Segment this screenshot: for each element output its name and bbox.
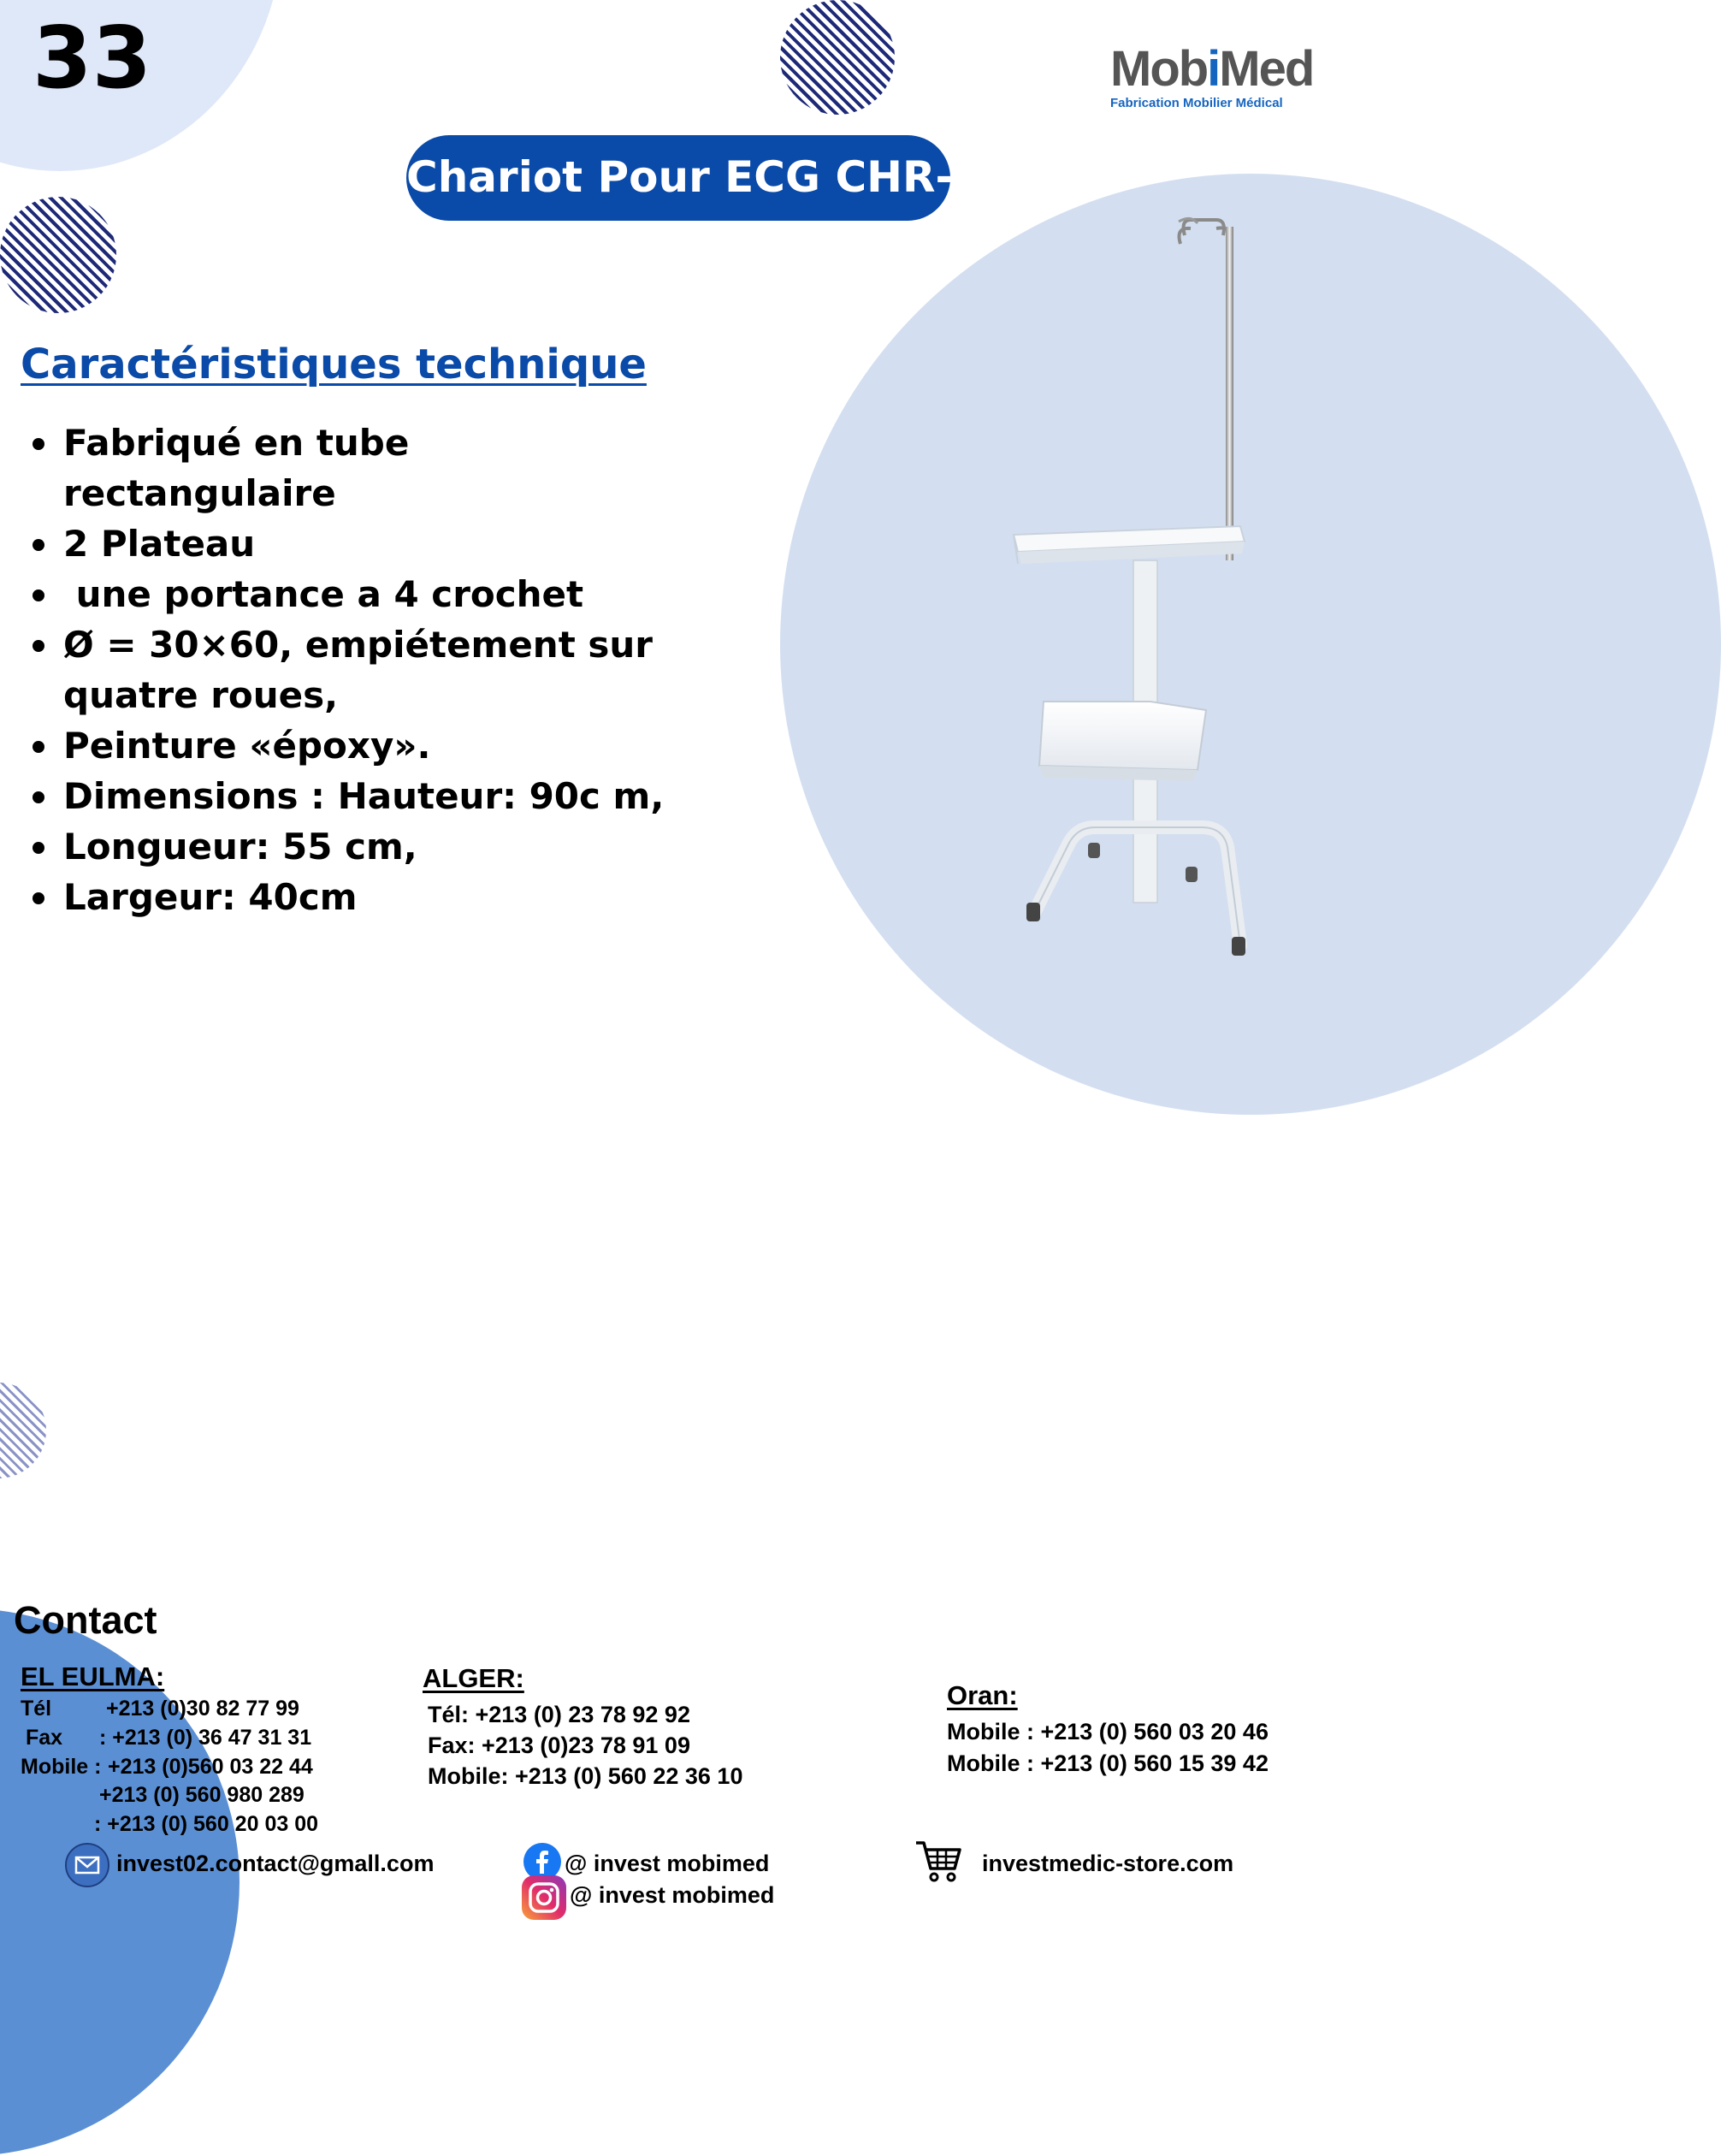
logo-tagline: Fabrication Mobilier Médical	[1110, 96, 1283, 110]
spec-item: Peinture «époxy».	[26, 720, 693, 771]
spec-item: Largeur: 40cm	[26, 872, 693, 922]
alger-mobile: Mobile: +213 (0) 560 22 36 10	[428, 1763, 743, 1789]
spec-item: 2 Plateau	[26, 518, 693, 569]
cart-icon	[914, 1838, 963, 1886]
email-icon	[65, 1843, 109, 1887]
spec-item: une portance a 4 crochet	[26, 569, 693, 619]
el-eulma-fax: : +213 (0) 36 47 31 31	[99, 1726, 312, 1750]
alger-tel: Tél: +213 (0) 23 78 92 92	[428, 1702, 690, 1727]
spec-item: Fabriqué en tube rectangulaire	[26, 418, 693, 518]
oran-mobile-2: Mobile : +213 (0) 560 15 39 42	[947, 1750, 1269, 1776]
product-title: Chariot Pour ECG CHR-01	[406, 152, 1013, 202]
oran-mobile-1: Mobile : +213 (0) 560 03 20 46	[947, 1719, 1269, 1744]
email-link[interactable]: invest02.contact@gmall.com	[116, 1851, 435, 1876]
el-eulma-mobile-label: Mobile :	[21, 1755, 102, 1779]
spec-item: Longueur: 55 cm,	[26, 821, 693, 872]
website-link[interactable]: investmedic-store.com	[982, 1851, 1234, 1876]
specs-list	[26, 418, 693, 922]
ecg-cart-image	[967, 210, 1309, 980]
instagram-link[interactable]: @ invest mobimed	[570, 1882, 775, 1908]
instagram-icon[interactable]	[522, 1875, 566, 1920]
striped-circle-top	[780, 0, 895, 115]
city-el-eulma: EL EULMA:	[21, 1661, 165, 1691]
city-oran: Oran:	[947, 1680, 1018, 1710]
el-eulma-tel: +213 (0)30 82 77 99	[106, 1697, 299, 1721]
el-eulma-mobile-1: +213 (0)560 03 22 44	[108, 1755, 313, 1779]
mobimed-logo	[1110, 41, 1333, 110]
facebook-link[interactable]: @ invest mobimed	[565, 1851, 770, 1876]
striped-circle-bottom	[0, 1383, 46, 1478]
spec-item: Dimensions : Hauteur: 90c m,	[26, 771, 693, 821]
alger-fax: Fax: +213 (0)23 78 91 09	[428, 1732, 690, 1758]
specs-heading: Caractéristiques technique	[21, 341, 647, 388]
contact-heading: Contact	[14, 1598, 157, 1642]
product-title-banner	[406, 135, 1013, 221]
el-eulma-mobile-2: +213 (0) 560 980 289	[99, 1783, 305, 1807]
el-eulma-tel-label: Tél	[21, 1697, 52, 1721]
el-eulma-fax-label: Fax	[26, 1726, 63, 1750]
striped-circle-left	[0, 197, 116, 313]
city-alger: ALGER:	[423, 1663, 524, 1693]
spec-item: Ø = 30×60, empiétement sur quatre roues,	[26, 619, 693, 720]
page-number: 33	[33, 8, 152, 108]
el-eulma-mobile-3: : +213 (0) 560 20 03 00	[94, 1812, 318, 1836]
logo-wordmark: MobiMed	[1110, 41, 1314, 97]
